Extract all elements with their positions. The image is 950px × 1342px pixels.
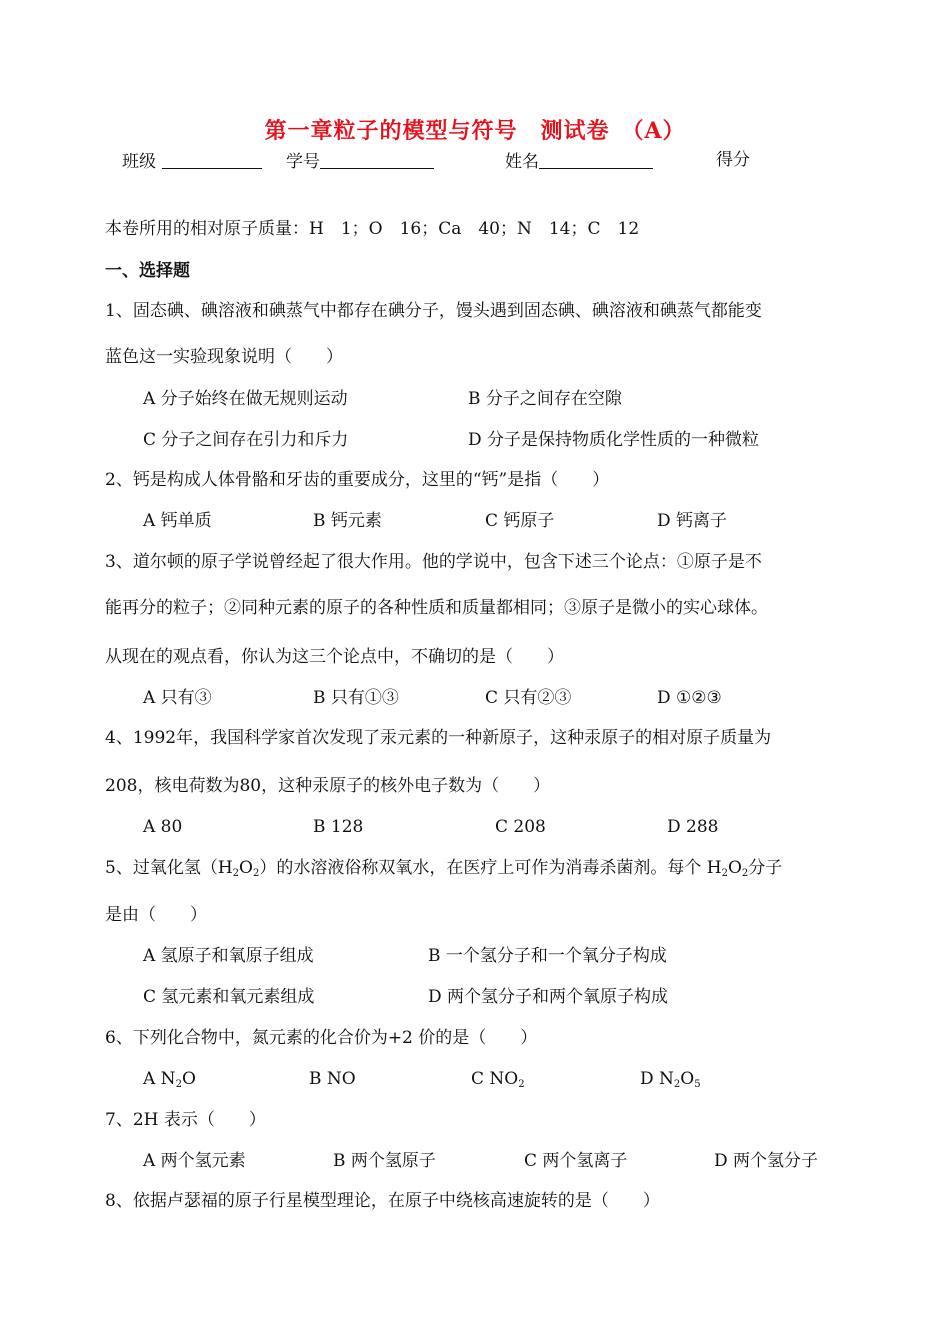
q5-option-c[interactable]: C 氢元素和氧元素组成 [143,987,315,1007]
question-3-line-3: 从现在的观点看，你认为这三个论点中，不确切的是（ ） [105,647,564,667]
name-field [505,152,653,171]
q2-option-d[interactable]: D 钙离子 [657,511,728,531]
q1-option-d[interactable]: D 分子是保持物质化学性质的一种微粒 [468,430,760,450]
question-7-line-1: 7、2H 表示（ ） [105,1110,266,1130]
q4-option-c[interactable]: C 208 [495,817,546,837]
q1-option-b[interactable]: B 分子之间存在空隙 [468,389,622,409]
question-3-line-1: 3、道尔顿的原子学说曾经起了很大作用。他的学说中，包含下述三个论点：①原子是不 [105,552,762,572]
section-heading: 一、选择题 [105,261,190,281]
q6-option-a[interactable]: A $N_2O$ [143,1069,196,1090]
score-label: 得分 [716,150,750,170]
class-field [122,152,262,171]
q2-option-a[interactable]: A 钙单质 [143,511,212,531]
class-blank[interactable] [162,152,262,169]
number-blank[interactable] [320,152,434,169]
q3-option-b[interactable]: B 只有①③ [313,688,399,708]
number-label: 学号 [286,152,320,172]
q3-option-c[interactable]: C 只有②③ [485,688,572,708]
q6-option-c[interactable]: C $NO_2$ [471,1069,525,1090]
q7-option-a[interactable]: A 两个氢元素 [143,1151,246,1171]
number-field [286,152,434,171]
question-5-line-2: 是由（ ） [105,905,207,925]
question-1-line-2: 蓝色这一实验现象说明（ ） [105,347,343,367]
question-4-line-2: 208，核电荷数为80，这种汞原子的核外电子数为（ ） [105,776,551,796]
question-2-line-1: 2、钙是构成人体骨骼和牙齿的重要成分，这里的“钙”是指（ ） [105,470,610,490]
q4-option-d[interactable]: D 288 [667,817,719,837]
name-blank[interactable] [539,152,653,169]
q7-option-d[interactable]: D 两个氢分子 [714,1151,819,1171]
q1-option-c[interactable]: C 分子之间存在引力和斥力 [143,430,349,450]
name-label: 姓名 [505,152,539,172]
q4-option-b[interactable]: B 128 [313,817,364,837]
question-3-line-2: 能再分的粒子；②同种元素的原子的各种性质和质量都相同；③原子是微小的实心球体。 [105,598,768,618]
q2-option-c[interactable]: C 钙原子 [485,511,555,531]
q5-option-b[interactable]: B 一个氢分子和一个氧分子构成 [428,946,667,966]
class-label: 班级 [122,152,156,172]
question-1-line-1: 1、固态碘、碘溶液和碘蒸气中都存在碘分子，馒头遇到固态碘、碘溶液和碘蒸气都能变 [105,301,762,321]
q7-option-c[interactable]: C 两个氢离子 [524,1151,628,1171]
q5-option-a[interactable]: A 氢原子和氧原子组成 [143,946,314,966]
q3-option-a[interactable]: A 只有③ [143,688,212,708]
q3-option-d[interactable]: D ①②③ [657,688,722,708]
q1-option-a[interactable]: A 分子始终在做无规则运动 [143,389,348,409]
q4-option-a[interactable]: A 80 [143,817,183,837]
question-5-line-1: 5、过氧化氢$(H_2O_2)$的水溶液俗称双氧水，在医疗上可作为消毒杀菌剂。每个 $H_2O_2$分子 [105,858,783,879]
q5-option-d[interactable]: D 两个氢分子和两个氧原子构成 [428,987,669,1007]
q6-option-b[interactable]: B NO [309,1069,356,1089]
question-6-line-1: 6、下列化合物中，氮元素的化合价为+2 价的是（ ） [105,1028,538,1048]
atomic-masses-note: 本卷所用的相对原子质量：H 1；O 16；Ca 40；N 14；C 12 [105,219,640,239]
q2-option-b[interactable]: B 钙元素 [313,511,382,531]
question-4-line-1: 4、1992年，我国科学家首次发现了汞元素的一种新原子，这种汞原子的相对原子质量为 [105,728,772,748]
page-title: 第一章粒子的模型与符号 测试卷 （A） [264,118,686,144]
q6-option-d[interactable]: D $N_2O_5$ [640,1069,701,1090]
q7-option-b[interactable]: B 两个氢原子 [333,1151,436,1171]
question-8-line-1: 8、依据卢瑟福的原子行星模型理论，在原子中绕核高速旋转的是（ ） [105,1191,660,1211]
